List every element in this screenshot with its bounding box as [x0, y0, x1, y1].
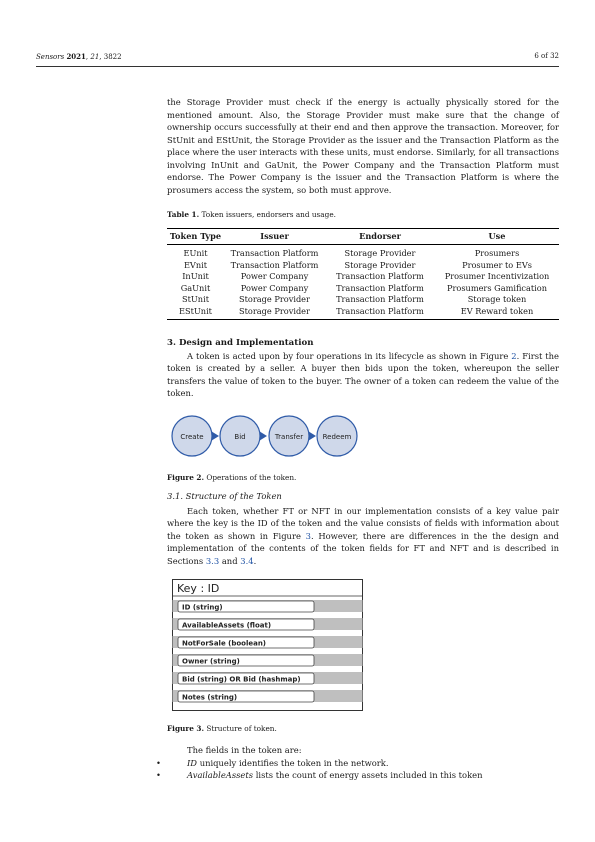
fields-intro: The fields in the token are: — [187, 745, 302, 755]
section-3-3-link[interactable]: 3.3 — [205, 555, 220, 566]
op-label: Transfer — [274, 433, 304, 441]
token-field: AvailableAssets (float) — [182, 621, 272, 630]
token-field: ID (string) — [182, 603, 223, 612]
token-field: Owner (string) — [182, 657, 240, 666]
op-label: Bid — [234, 433, 246, 441]
table-row: EUnit Transaction Platform Storage Provider Prosumers — [183, 247, 520, 258]
table-row: EStUnit Storage Provider Transaction Platform EV Reward token — [167, 306, 559, 319]
table-1 — [167, 228, 559, 320]
op-bid — [220, 416, 267, 456]
token-field: Notes (string) — [182, 693, 238, 702]
section-3-paragraph: A token is acted upon by four operations in its lifecycle as shown in Figure 2. First the token is created by a seller. A buyer then bids upon the token, whereupon the seller transfers the value of token to the buyer. The owner of a token can redeem the value of the token. — [167, 350, 559, 398]
list-item: • ID uniquely identifies the token in the network. — [167, 757, 559, 770]
section-3-1 — [167, 490, 559, 567]
col-header: Issuer — [224, 229, 325, 245]
subsection-heading: 3.1. Structure of the Token — [167, 491, 282, 501]
figure-3-token-structure — [172, 579, 364, 711]
running-header — [36, 52, 559, 61]
op-create — [172, 416, 219, 456]
op-label: Redeem — [322, 433, 352, 441]
col-header: Token Type — [167, 229, 224, 245]
op-redeem — [317, 416, 357, 456]
section-heading: 3. Design and Implementation — [167, 338, 314, 348]
figure-2-caption: Figure 2. Operations of the token. — [167, 473, 297, 482]
col-header: Endorser — [325, 229, 435, 245]
op-label: Create — [180, 433, 204, 441]
table-header-row — [167, 229, 559, 245]
figure-3-link[interactable]: 3 — [305, 530, 311, 541]
journal-citation: Sensors 2021, 21, 3822 — [36, 52, 122, 61]
table-row: InUnit Power Company Transaction Platform Prosumer Incentivization — [182, 271, 550, 282]
paragraph-1: the Storage Provider must check if the energy is actually physically stored for the mentioned amount. Also, the Storage Provider must make sure that the change of ownership occurs successfully at their end and then approve the transaction. Moreover, for StUnit and EStUnit, the Storage Provider as the issuer and the Transaction Platform as the place where the user interacts with these units, must endorse. Similarly, for all transactions involving InUnit and GaUnit, the Power Company and the Transaction Platform must endorse. The Power Company is the issuer and the Transaction Platform is where the prosumers access the system, so both must approve. — [167, 97, 559, 195]
figure-3-caption: Figure 3. Structure of token. — [167, 724, 277, 733]
table-row: GaUnit Power Company Transaction Platform Prosumers Gamification — [180, 282, 547, 293]
page-number: 6 of 32 — [534, 52, 559, 60]
token-field: NotForSale (boolean) — [182, 639, 267, 648]
col-header: Use — [435, 229, 559, 245]
figure-2-operations-diagram — [170, 414, 365, 460]
fields-list-section — [167, 744, 559, 782]
op-transfer — [269, 416, 316, 456]
figure-2-link[interactable]: 2 — [511, 350, 517, 361]
table-row: StUnit Storage Provider Transaction Platform Storage token — [182, 294, 527, 305]
table-row: EVnit Transaction Platform Storage Provider Prosumer to EVs — [183, 259, 532, 270]
fields-list — [167, 757, 559, 782]
list-item: • AvailableAssets lists the count of energy assets included in this token — [167, 769, 559, 782]
section-3 — [167, 337, 559, 400]
header-rule — [36, 66, 559, 67]
section-3-4-link[interactable]: 3.4 — [240, 555, 254, 566]
table-1-caption: Table 1. Token issuers, endorsers and usage. — [167, 210, 336, 219]
token-field: Bid (string) OR Bid (hashmap) — [182, 675, 301, 684]
key-title: Key : ID — [177, 582, 220, 595]
section-3-1-paragraph: Each token, whether FT or NFT in our implementation consists of a key value pair where the key is the ID of the token and the value consists of fields with information about the token as shown in Figure 3. However, there are differences in the the design and implementation of the contents of the token fields for FT and NFT and is described in Sections 3.3 and 3.4. — [167, 505, 560, 566]
